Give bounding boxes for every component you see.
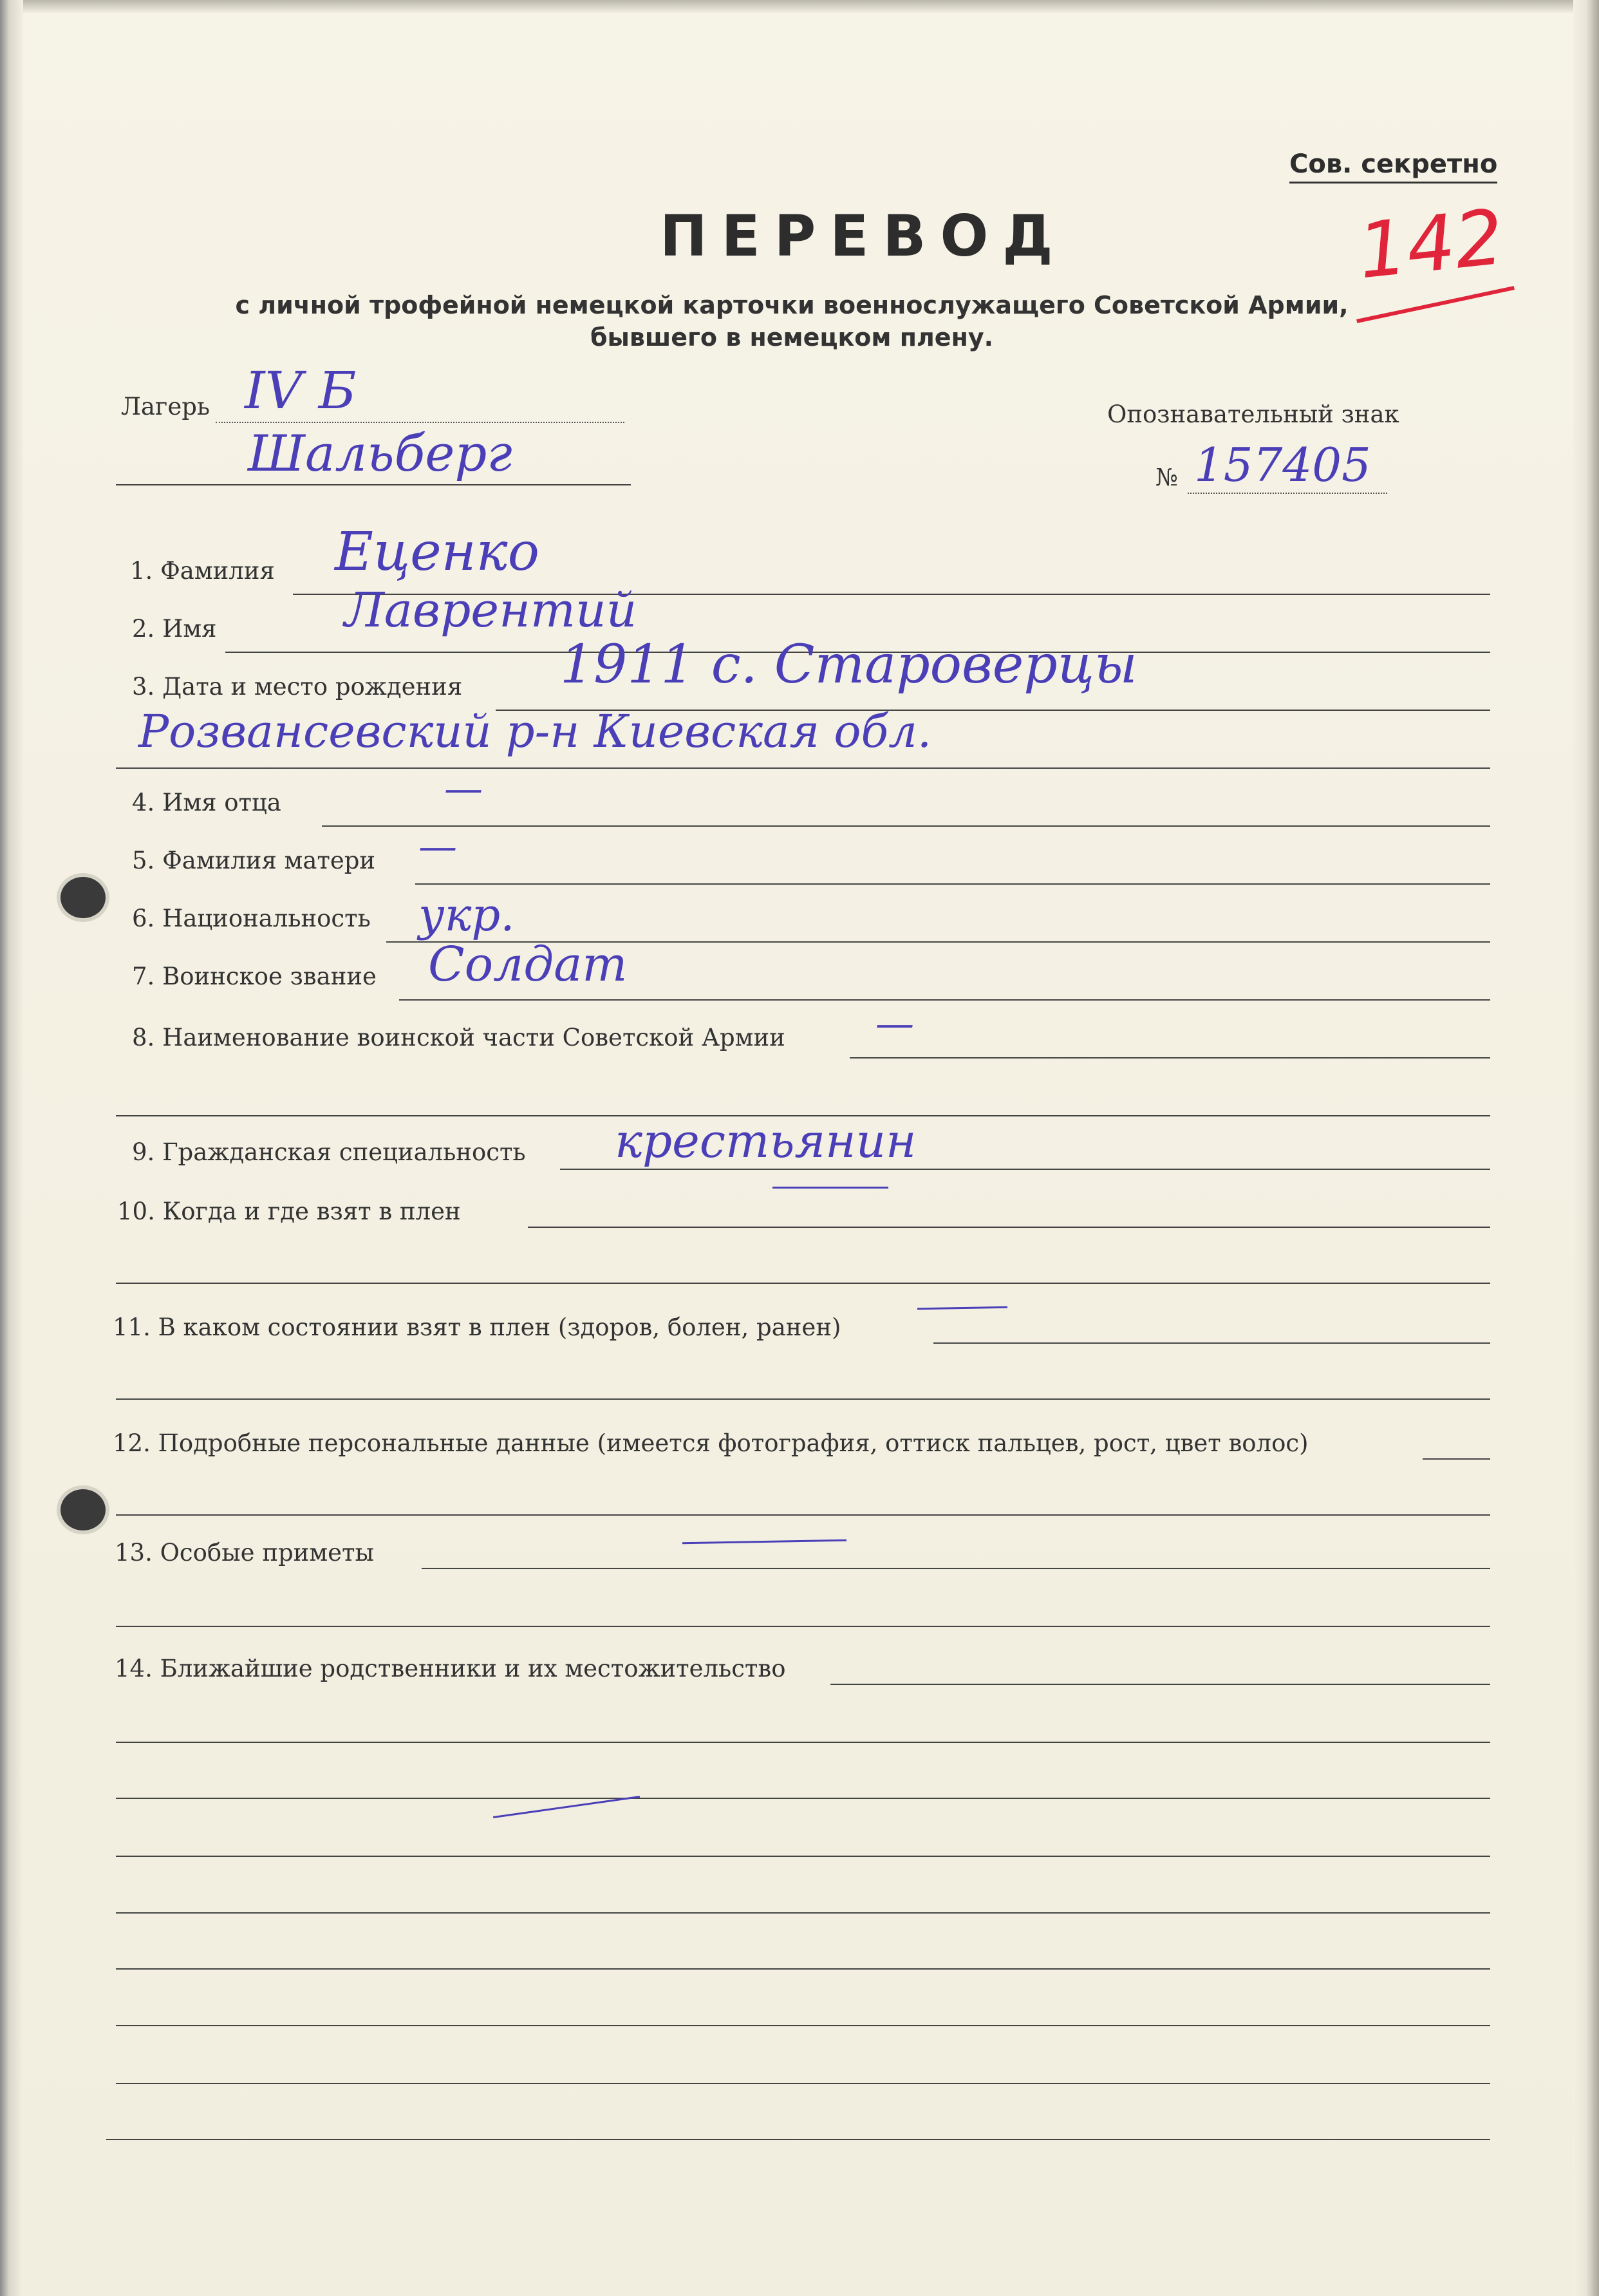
field-3-label: 3. Дата и место рождения <box>132 673 463 701</box>
field-8-value: — <box>875 1001 914 1046</box>
camp-location-value: Шальберг <box>248 425 512 483</box>
id-dotted-line <box>1188 493 1387 494</box>
field-14-line-9 <box>106 2139 1490 2140</box>
field-5-line <box>415 883 1490 885</box>
field-14-line-8 <box>116 2083 1490 2084</box>
field-6-label: 6. Национальность <box>132 905 371 932</box>
field-8-line <box>850 1057 1490 1059</box>
field-12-label: 12. Подробные персональные данные (имеется фотография, оттиск пальцев, рост, цвет волос) <box>113 1429 1309 1457</box>
field-4-value: — <box>444 766 483 811</box>
field-9-label: 9. Гражданская специальность <box>132 1138 526 1166</box>
field-7-label: 7. Воинское звание <box>132 963 377 990</box>
field-3-value-2: Розвансевский р-н Киевская обл. <box>138 705 932 758</box>
field-14-line-3 <box>116 1798 1490 1799</box>
field-8-label: 8. Наименование воинской части Советской Армии <box>132 1024 785 1051</box>
field-14-line-2 <box>116 1742 1490 1743</box>
field-10-line-2 <box>116 1283 1490 1284</box>
id-tag-label: Опознавательный знак <box>1107 400 1399 428</box>
field-9-underline-stroke <box>772 1187 888 1189</box>
field-13-line-2 <box>116 1626 1490 1627</box>
paper-edge-top <box>0 0 1599 13</box>
field-5-value: — <box>418 824 457 869</box>
field-14-dash-stroke <box>493 1796 640 1818</box>
field-14-line-5 <box>116 1912 1490 1914</box>
field-10-label: 10. Когда и где взят в плен <box>117 1198 461 1225</box>
case-number: 142 <box>1354 192 1508 296</box>
field-1-value: Еценко <box>335 522 539 583</box>
field-9-value: крестьянин <box>615 1114 917 1168</box>
field-12-line <box>1423 1458 1490 1460</box>
field-11-label: 11. В каком состоянии взят в плен (здоров, болен, ранен) <box>113 1313 841 1341</box>
field-9-line <box>560 1169 1490 1170</box>
field-14-line-6 <box>116 1968 1490 1970</box>
field-5-label: 5. Фамилия матери <box>132 847 376 874</box>
field-13-line <box>422 1568 1490 1569</box>
field-10-line <box>528 1227 1490 1228</box>
field-4-label: 4. Имя отца <box>132 789 281 816</box>
field-7-line <box>399 999 1490 1001</box>
camp-location-line <box>116 484 631 485</box>
paper-edge-left <box>0 0 23 2296</box>
punch-hole-lower <box>61 1489 106 1530</box>
classification-stamp: Сов. секретно <box>1289 149 1497 183</box>
field-14-label: 14. Ближайшие родственники и их местожительство <box>115 1655 786 1682</box>
id-tag-value: 157405 <box>1194 438 1371 492</box>
field-14-line-4 <box>116 1856 1490 1857</box>
page-title: ПЕРЕВОД <box>660 203 1067 269</box>
field-13-value <box>702 1500 740 1545</box>
field-13-label: 13. Особые приметы <box>115 1539 374 1567</box>
field-11-value <box>921 1281 959 1326</box>
subtitle-line-2: бывшего в немецком плену. <box>590 323 994 352</box>
camp-label: Лагерь <box>121 393 210 420</box>
field-11-line <box>933 1342 1490 1344</box>
field-2-value: Лаврентий <box>344 583 637 638</box>
subtitle-line-1: с личной трофейной немецкой карточки военнослужащего Советской Армии, <box>235 291 1349 319</box>
camp-value: IV Б <box>245 361 357 420</box>
field-14-line-7 <box>116 2025 1490 2026</box>
field-11-line-2 <box>116 1398 1490 1400</box>
id-number-sign: № <box>1155 464 1179 491</box>
field-1-label: 1. Фамилия <box>130 557 275 585</box>
camp-dotted-line <box>216 422 624 423</box>
field-3-value: 1911 с. Староверцы <box>560 634 1137 695</box>
field-3-line-2 <box>116 767 1490 769</box>
paper-edge-right <box>1573 0 1599 2296</box>
punch-hole-upper <box>61 877 106 918</box>
field-4-line <box>322 825 1490 827</box>
field-12-line-2 <box>116 1514 1490 1516</box>
field-7-value: Солдат <box>428 937 628 992</box>
field-14-line <box>830 1684 1490 1685</box>
field-2-label: 2. Имя <box>132 615 217 643</box>
field-6-value: укр. <box>418 889 515 941</box>
